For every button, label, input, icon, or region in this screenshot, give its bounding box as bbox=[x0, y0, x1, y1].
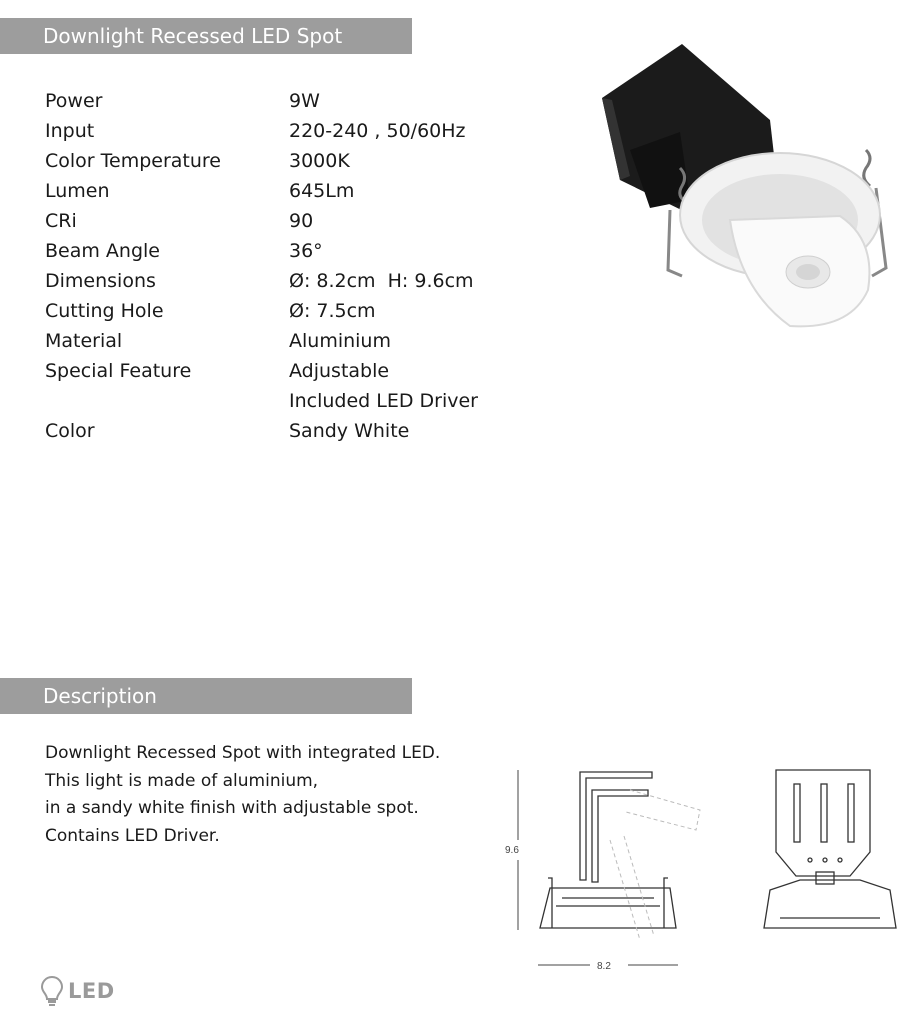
technical-drawing bbox=[500, 760, 920, 1000]
description-banner bbox=[0, 678, 412, 714]
spec-label: Special Feature bbox=[45, 360, 192, 382]
spec-label: Lumen bbox=[45, 180, 110, 202]
spec-row bbox=[45, 146, 478, 176]
spec-label: Beam Angle bbox=[45, 240, 160, 262]
spec-value: Ø: 7.5cm bbox=[289, 300, 376, 322]
spec-label: Cutting Hole bbox=[45, 300, 164, 322]
spec-value: Aluminium bbox=[289, 330, 391, 352]
description-line: This light is made of aluminium, bbox=[45, 770, 319, 791]
spec-value: Included LED Driver bbox=[289, 390, 478, 412]
spec-table bbox=[45, 86, 478, 446]
spec-row bbox=[45, 296, 478, 326]
spec-row bbox=[45, 86, 478, 116]
description-text bbox=[45, 740, 440, 850]
product-image bbox=[590, 40, 910, 340]
spec-row bbox=[45, 206, 478, 236]
spec-value: Ø: 8.2cm H: 9.6cm bbox=[289, 270, 474, 292]
description-line: in a sandy white finish with adjustable spot. bbox=[45, 798, 419, 818]
description-line: Contains LED Driver. bbox=[45, 825, 220, 846]
spec-row bbox=[45, 116, 478, 146]
page-title: Downlight Recessed LED Spot bbox=[43, 24, 343, 48]
width-dimension-label: 8.2 bbox=[597, 961, 611, 972]
logo-text: LED bbox=[68, 979, 115, 1003]
spec-value: Adjustable bbox=[289, 360, 390, 382]
spec-value: 220-240 , 50/60Hz bbox=[289, 120, 466, 142]
spec-label: Input bbox=[45, 120, 95, 142]
spec-row bbox=[45, 386, 478, 416]
spec-row bbox=[45, 236, 478, 266]
spec-value: 9W bbox=[289, 90, 320, 112]
spec-value: 645Lm bbox=[289, 180, 355, 202]
spec-label bbox=[45, 386, 289, 416]
description-heading: Description bbox=[43, 684, 157, 708]
spec-label: CRi bbox=[45, 210, 77, 232]
spec-row bbox=[45, 266, 478, 296]
spec-value: 3000K bbox=[289, 150, 350, 172]
spec-row bbox=[45, 326, 478, 356]
bulb-icon bbox=[40, 975, 64, 1007]
spec-value: 90 bbox=[289, 210, 314, 232]
spec-value: Sandy White bbox=[289, 420, 410, 442]
spec-row bbox=[45, 416, 478, 446]
spec-label: Dimensions bbox=[45, 270, 156, 292]
height-dimension-label: 9.6 bbox=[505, 845, 519, 856]
title-banner bbox=[0, 18, 412, 54]
spec-label: Color Temperature bbox=[45, 150, 222, 172]
spec-row bbox=[45, 176, 478, 206]
spec-value: 36° bbox=[289, 240, 323, 262]
description-line: Downlight Recessed Spot with integrated LED. bbox=[45, 743, 441, 763]
spec-row bbox=[45, 356, 478, 386]
led-logo bbox=[40, 975, 115, 1007]
spec-label: Material bbox=[45, 330, 123, 352]
spec-label: Color bbox=[45, 420, 95, 442]
spec-label: Power bbox=[45, 90, 103, 112]
